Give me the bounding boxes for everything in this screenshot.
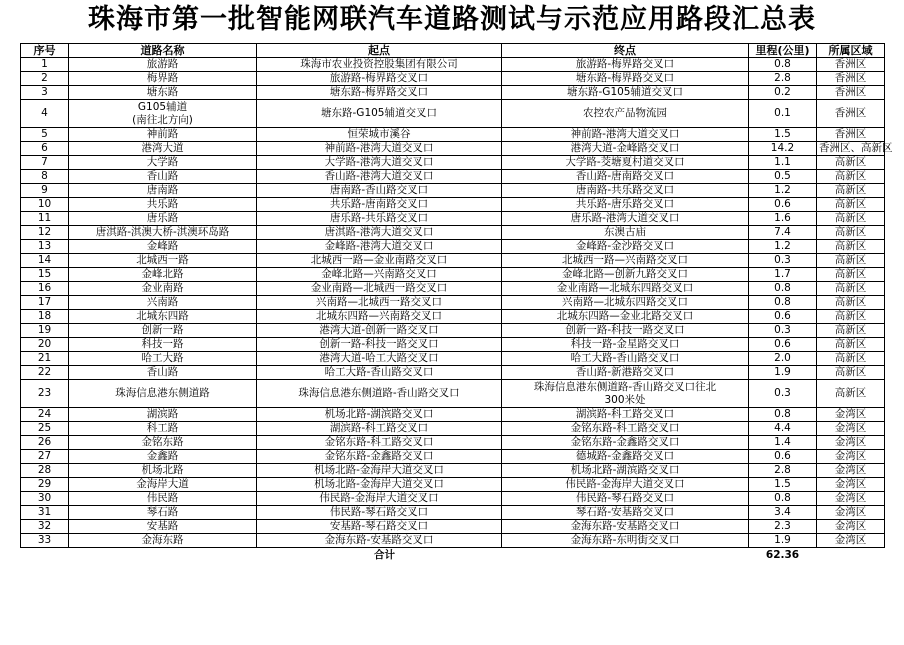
cell-road-name: 琴石路	[69, 506, 257, 520]
cell-end: 农控农产品物流园	[502, 100, 749, 128]
cell-road-name: 北城西一路	[69, 254, 257, 268]
cell-index: 32	[21, 520, 69, 534]
cell-end: 香山路-新港路交叉口	[502, 366, 749, 380]
cell-end: 塘东路-G105辅道交叉口	[502, 86, 749, 100]
cell-mileage: 1.1	[749, 156, 817, 170]
cell-index: 16	[21, 282, 69, 296]
cell-mileage: 0.2	[749, 86, 817, 100]
cell-index: 18	[21, 310, 69, 324]
cell-mileage: 0.8	[749, 492, 817, 506]
table-row	[21, 254, 885, 268]
cell-district: 高新区	[817, 156, 885, 170]
cell-index: 11	[21, 212, 69, 226]
cell-start: 珠海信息港东侧道路-香山路交叉口	[257, 380, 502, 408]
table-row	[21, 128, 885, 142]
cell-mileage: 3.4	[749, 506, 817, 520]
cell-start: 安基路-琴石路交叉口	[257, 520, 502, 534]
cell-index: 22	[21, 366, 69, 380]
table-row	[21, 324, 885, 338]
cell-start: 金峰北路—兴南路交叉口	[257, 268, 502, 282]
total-value: 62.36	[765, 549, 800, 561]
cell-district: 高新区	[817, 184, 885, 198]
cell-index: 17	[21, 296, 69, 310]
table-row	[21, 156, 885, 170]
cell-start: 唐南路-香山路交叉口	[257, 184, 502, 198]
cell-index: 1	[21, 58, 69, 72]
page-title: 珠海市第一批智能网联汽车道路测试与示范应用路段汇总表	[88, 4, 816, 35]
cell-start: 北城西一路—金业南路交叉口	[257, 254, 502, 268]
cell-road-name: 香山路	[69, 170, 257, 184]
cell-end: 琴石路-安基路交叉口	[502, 506, 749, 520]
cell-mileage: 1.6	[749, 212, 817, 226]
cell-start: 北城东四路—兴南路交叉口	[257, 310, 502, 324]
cell-end: 唐南路-共乐路交叉口	[502, 184, 749, 198]
cell-district: 高新区	[817, 352, 885, 366]
cell-end: 金峰路-金沙路交叉口	[502, 240, 749, 254]
cell-start: 旅游路-梅界路交叉口	[257, 72, 502, 86]
cell-start: 伟民路-金海岸大道交叉口	[257, 492, 502, 506]
cell-start: 唐乐路-共乐路交叉口	[257, 212, 502, 226]
cell-end: 创新一路-科技一路交叉口	[502, 324, 749, 338]
table-row	[21, 450, 885, 464]
cell-district: 金湾区	[817, 492, 885, 506]
cell-mileage: 0.5	[749, 170, 817, 184]
table-row	[21, 408, 885, 422]
cell-mileage: 1.7	[749, 268, 817, 282]
cell-district: 香洲区	[817, 100, 885, 128]
cell-start: 金峰路-港湾大道交叉口	[257, 240, 502, 254]
table-row	[21, 436, 885, 450]
cell-mileage: 1.2	[749, 240, 817, 254]
cell-end: 唐乐路-港湾大道交叉口	[502, 212, 749, 226]
cell-end: 金业南路—北城东四路交叉口	[502, 282, 749, 296]
cell-district: 金湾区	[817, 422, 885, 436]
cell-start: 恒荣城市溪谷	[257, 128, 502, 142]
cell-end: 金峰北路—创新九路交叉口	[502, 268, 749, 282]
cell-district: 金湾区	[817, 408, 885, 422]
cell-district: 高新区	[817, 282, 885, 296]
cell-start: 香山路-港湾大道交叉口	[257, 170, 502, 184]
cell-mileage: 1.9	[749, 366, 817, 380]
cell-mileage: 2.8	[749, 72, 817, 86]
cell-start: 神前路-港湾大道交叉口	[257, 142, 502, 156]
cell-mileage: 0.1	[749, 100, 817, 128]
cell-mileage: 0.8	[749, 408, 817, 422]
cell-end: 科技一路-金星路交叉口	[502, 338, 749, 352]
table-row	[21, 352, 885, 366]
cell-start: 共乐路-唐南路交叉口	[257, 198, 502, 212]
cell-district: 香洲区、高新区	[817, 142, 885, 156]
cell-index: 13	[21, 240, 69, 254]
cell-road-name: 港湾大道	[69, 142, 257, 156]
table-row	[21, 268, 885, 282]
cell-start: 兴南路—北城西一路交叉口	[257, 296, 502, 310]
cell-mileage: 0.3	[749, 254, 817, 268]
table-body	[21, 58, 893, 564]
cell-road-name: 科工路	[69, 422, 257, 436]
cell-mileage: 1.5	[749, 478, 817, 492]
cell-mileage: 1.5	[749, 128, 817, 142]
cell-road-name: 金峰北路	[69, 268, 257, 282]
table-row	[21, 366, 885, 380]
cell-mileage: 2.8	[749, 464, 817, 478]
cell-road-name: 唐南路	[69, 184, 257, 198]
cell-road-name: 神前路	[69, 128, 257, 142]
cell-index: 29	[21, 478, 69, 492]
table-row	[21, 296, 885, 310]
cell-mileage: 0.8	[749, 282, 817, 296]
cell-start: 珠海市农业投资控股集团有限公司	[257, 58, 502, 72]
cell-road-name: 金峰路	[69, 240, 257, 254]
cell-mileage: 2.3	[749, 520, 817, 534]
table-header-row	[21, 44, 885, 58]
cell-mileage: 0.3	[749, 324, 817, 338]
cell-end: 神前路-港湾大道交叉口	[502, 128, 749, 142]
cell-start: 港湾大道-哈工大路交叉口	[257, 352, 502, 366]
table-row	[21, 170, 885, 184]
cell-end: 德城路-金鑫路交叉口	[502, 450, 749, 464]
cell-road-name: 香山路	[69, 366, 257, 380]
cell-index: 31	[21, 506, 69, 520]
cell-end: 北城西一路—兴南路交叉口	[502, 254, 749, 268]
cell-start: 创新一路-科技一路交叉口	[257, 338, 502, 352]
cell-index: 24	[21, 408, 69, 422]
cell-mileage: 2.0	[749, 352, 817, 366]
cell-end: 湖滨路-科工路交叉口	[502, 408, 749, 422]
cell-road-name: 哈工大路	[69, 352, 257, 366]
cell-index: 8	[21, 170, 69, 184]
cell-start: 机场北路-湖滨路交叉口	[257, 408, 502, 422]
cell-district: 高新区	[817, 310, 885, 324]
cell-mileage: 0.6	[749, 198, 817, 212]
cell-district: 高新区	[817, 254, 885, 268]
cell-index: 9	[21, 184, 69, 198]
table-row	[21, 198, 885, 212]
column-header-road-name: 道路名称	[69, 44, 257, 58]
cell-index: 30	[21, 492, 69, 506]
cell-mileage: 4.4	[749, 422, 817, 436]
cell-district: 金湾区	[817, 506, 885, 520]
table-row	[21, 478, 885, 492]
cell-road-name: 科技一路	[69, 338, 257, 352]
cell-end: 珠海信息港东侧道路-香山路交叉口往北 300米处	[502, 380, 749, 408]
cell-road-name: 塘东路	[69, 86, 257, 100]
cell-end: 机场北路-湖滨路交叉口	[502, 464, 749, 478]
cell-district: 金湾区	[817, 450, 885, 464]
cell-end: 大学路-茭塘夏村道交叉口	[502, 156, 749, 170]
cell-district: 高新区	[817, 212, 885, 226]
cell-mileage: 1.9	[749, 534, 817, 548]
cell-road-name: 北城东四路	[69, 310, 257, 324]
cell-road-name: 共乐路	[69, 198, 257, 212]
cell-district: 香洲区	[817, 86, 885, 100]
cell-index: 33	[21, 534, 69, 548]
cell-road-name: 创新一路	[69, 324, 257, 338]
cell-mileage: 1.2	[749, 184, 817, 198]
cell-district: 高新区	[817, 170, 885, 184]
cell-index: 6	[21, 142, 69, 156]
cell-end: 共乐路-唐乐路交叉口	[502, 198, 749, 212]
cell-district: 高新区	[817, 198, 885, 212]
cell-road-name: 珠海信息港东侧道路	[69, 380, 257, 408]
table-row	[21, 492, 885, 506]
cell-index: 20	[21, 338, 69, 352]
cell-mileage: 14.2	[749, 142, 817, 156]
cell-district: 金湾区	[817, 436, 885, 450]
cell-end: 香山路-唐南路交叉口	[502, 170, 749, 184]
cell-road-name: 金海岸大道	[69, 478, 257, 492]
table-row	[21, 520, 885, 534]
cell-start: 大学路-港湾大道交叉口	[257, 156, 502, 170]
cell-index: 5	[21, 128, 69, 142]
table-row	[21, 534, 885, 548]
cell-index: 23	[21, 380, 69, 408]
cell-start: 港湾大道-创新一路交叉口	[257, 324, 502, 338]
cell-district: 高新区	[817, 296, 885, 310]
cell-road-name: 金海东路	[69, 534, 257, 548]
cell-district: 高新区	[817, 366, 885, 380]
cell-index: 15	[21, 268, 69, 282]
cell-district: 高新区	[817, 226, 885, 240]
cell-district: 金湾区	[817, 478, 885, 492]
cell-road-name: 大学路	[69, 156, 257, 170]
cell-start: 金业南路—北城西一路交叉口	[257, 282, 502, 296]
cell-index: 2	[21, 72, 69, 86]
cell-road-name: 唐淇路-淇澳大桥-淇澳环岛路	[69, 226, 257, 240]
cell-index: 10	[21, 198, 69, 212]
table-row	[21, 100, 885, 128]
cell-mileage: 0.6	[749, 450, 817, 464]
table-row	[21, 240, 885, 254]
cell-mileage: 1.4	[749, 436, 817, 450]
cell-end: 塘东路-梅界路交叉口	[502, 72, 749, 86]
cell-district: 香洲区	[817, 128, 885, 142]
total-empty-cell	[817, 548, 885, 564]
table-row	[21, 58, 885, 72]
cell-mileage: 0.6	[749, 310, 817, 324]
column-header-mileage: 里程(公里)	[749, 44, 817, 58]
cell-index: 7	[21, 156, 69, 170]
cell-district: 高新区	[817, 240, 885, 254]
cell-index: 12	[21, 226, 69, 240]
cell-index: 19	[21, 324, 69, 338]
cell-end: 伟民路-琴石路交叉口	[502, 492, 749, 506]
cell-road-name: 机场北路	[69, 464, 257, 478]
table-row	[21, 380, 885, 408]
table-row	[21, 72, 885, 86]
column-header-district: 所属区域	[817, 44, 885, 58]
cell-index: 3	[21, 86, 69, 100]
table-row	[21, 282, 885, 296]
cell-road-name: 梅界路	[69, 72, 257, 86]
cell-district: 香洲区	[817, 58, 885, 72]
cell-start: 金铭东路-科工路交叉口	[257, 436, 502, 450]
cell-end: 港湾大道-金峰路交叉口	[502, 142, 749, 156]
cell-end: 北城东四路—金业北路交叉口	[502, 310, 749, 324]
cell-end: 哈工大路-香山路交叉口	[502, 352, 749, 366]
cell-road-name: 兴南路	[69, 296, 257, 310]
cell-index: 26	[21, 436, 69, 450]
cell-end: 旅游路-梅界路交叉口	[502, 58, 749, 72]
table-row	[21, 142, 885, 156]
table-row	[21, 212, 885, 226]
total-row	[21, 548, 885, 564]
table-row	[21, 338, 885, 352]
table-row	[21, 310, 885, 324]
cell-mileage: 0.6	[749, 338, 817, 352]
cell-index: 14	[21, 254, 69, 268]
cell-index: 25	[21, 422, 69, 436]
cell-road-name: 金业南路	[69, 282, 257, 296]
table-row	[21, 184, 885, 198]
cell-mileage: 0.8	[749, 58, 817, 72]
cell-index: 27	[21, 450, 69, 464]
cell-road-name: 金鑫路	[69, 450, 257, 464]
cell-end: 兴南路—北城东四路交叉口	[502, 296, 749, 310]
cell-index: 21	[21, 352, 69, 366]
cell-start: 塘东路-梅界路交叉口	[257, 86, 502, 100]
cell-road-name: 伟民路	[69, 492, 257, 506]
cell-district: 高新区	[817, 380, 885, 408]
cell-mileage: 0.8	[749, 296, 817, 310]
cell-mileage: 7.4	[749, 226, 817, 240]
cell-end: 金铭东路-科工路交叉口	[502, 422, 749, 436]
cell-district: 金湾区	[817, 464, 885, 478]
cell-start: 金铭东路-金鑫路交叉口	[257, 450, 502, 464]
column-header-start: 起点	[257, 44, 502, 58]
cell-district: 金湾区	[817, 520, 885, 534]
cell-start: 机场北路-金海岸大道交叉口	[257, 464, 502, 478]
cell-start: 伟民路-琴石路交叉口	[257, 506, 502, 520]
cell-mileage: 0.3	[749, 380, 817, 408]
road-summary-table	[20, 43, 893, 563]
cell-district: 高新区	[817, 324, 885, 338]
cell-road-name: 金铭东路	[69, 436, 257, 450]
cell-road-name: 安基路	[69, 520, 257, 534]
cell-start: 金海东路-安基路交叉口	[257, 534, 502, 548]
cell-start: 哈工大路-香山路交叉口	[257, 366, 502, 380]
table-row	[21, 86, 885, 100]
table-row	[21, 464, 885, 478]
cell-district: 金湾区	[817, 534, 885, 548]
cell-road-name: G105辅道 (南往北方向)	[69, 100, 257, 128]
column-header-end: 终点	[502, 44, 749, 58]
cell-end: 金海东路-东明街交叉口	[502, 534, 749, 548]
cell-end: 伟民路-金海岸大道交叉口	[502, 478, 749, 492]
cell-index: 28	[21, 464, 69, 478]
table-row	[21, 226, 885, 240]
table-row	[21, 422, 885, 436]
cell-end: 东澳古庙	[502, 226, 749, 240]
cell-district: 高新区	[817, 338, 885, 352]
table-row	[21, 506, 885, 520]
cell-district: 香洲区	[817, 72, 885, 86]
cell-start: 湖滨路-科工路交叉口	[257, 422, 502, 436]
cell-start: 机场北路-金海岸大道交叉口	[257, 478, 502, 492]
total-label: 合计	[374, 549, 395, 561]
cell-road-name: 旅游路	[69, 58, 257, 72]
cell-road-name: 湖滨路	[69, 408, 257, 422]
column-header-index: 序号	[21, 44, 69, 58]
cell-road-name: 唐乐路	[69, 212, 257, 226]
cell-index: 4	[21, 100, 69, 128]
cell-district: 高新区	[817, 268, 885, 282]
cell-start: 塘东路-G105辅道交叉口	[257, 100, 502, 128]
cell-start: 唐淇路-港湾大道交叉口	[257, 226, 502, 240]
cell-end: 金铭东路-金鑫路交叉口	[502, 436, 749, 450]
cell-end: 金海东路-安基路交叉口	[502, 520, 749, 534]
